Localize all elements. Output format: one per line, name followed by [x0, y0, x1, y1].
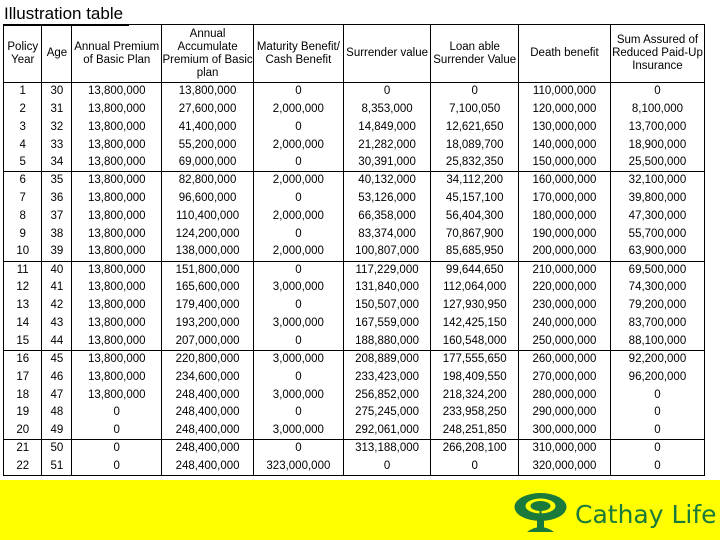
table-cell: 20 — [4, 422, 42, 440]
table-cell: 96,200,000 — [610, 368, 704, 386]
table-cell: 193,200,000 — [162, 315, 254, 333]
table-cell: 2,000,000 — [254, 100, 344, 118]
table-cell: 208,889,000 — [343, 350, 431, 368]
table-cell: 55,700,000 — [610, 225, 704, 243]
table-cell: 10 — [4, 243, 42, 261]
table-row — [4, 118, 705, 136]
table-cell: 46 — [42, 368, 72, 386]
table-row — [4, 136, 705, 154]
table-cell: 3,000,000 — [254, 315, 344, 333]
table-row — [4, 297, 705, 315]
table-cell: 36 — [42, 190, 72, 208]
table-cell: 13,800,000 — [72, 154, 162, 172]
table-cell: 0 — [72, 404, 162, 422]
table-cell: 0 — [610, 440, 704, 458]
table-cell: 39,800,000 — [610, 190, 704, 208]
table-cell: 250,000,000 — [519, 333, 611, 351]
table-cell: 248,400,000 — [162, 440, 254, 458]
table-row — [4, 190, 705, 208]
table-cell: 43 — [42, 315, 72, 333]
table-cell: 21,282,000 — [343, 136, 431, 154]
table-cell: 150,000,000 — [519, 154, 611, 172]
table-cell: 130,000,000 — [519, 118, 611, 136]
table-cell: 270,000,000 — [519, 368, 611, 386]
table-cell: 0 — [610, 422, 704, 440]
table-cell: 3,000,000 — [254, 279, 344, 297]
table-cell: 160,548,000 — [431, 333, 519, 351]
table-cell: 37 — [42, 208, 72, 226]
table-cell: 38 — [42, 225, 72, 243]
table-cell: 47 — [42, 386, 72, 404]
table-cell: 42 — [42, 297, 72, 315]
table-cell: 2,000,000 — [254, 136, 344, 154]
table-cell: 45,157,100 — [431, 190, 519, 208]
table-cell: 2,000,000 — [254, 208, 344, 226]
table-cell: 170,000,000 — [519, 190, 611, 208]
table-cell: 3 — [4, 118, 42, 136]
table-cell: 280,000,000 — [519, 386, 611, 404]
column-header: Death benefit — [519, 25, 611, 83]
table-cell: 16 — [4, 350, 42, 368]
table-cell: 117,229,000 — [343, 261, 431, 279]
table-cell: 51 — [42, 458, 72, 476]
table-row — [4, 225, 705, 243]
table-cell: 179,400,000 — [162, 297, 254, 315]
table-cell: 1 — [4, 83, 42, 101]
table-cell: 44 — [42, 333, 72, 351]
table-cell: 25,500,000 — [610, 154, 704, 172]
table-cell: 13,800,000 — [72, 315, 162, 333]
table-cell: 22 — [4, 458, 42, 476]
table-cell: 248,400,000 — [162, 386, 254, 404]
table-cell: 190,000,000 — [519, 225, 611, 243]
table-cell: 13 — [4, 297, 42, 315]
table-cell: 13,800,000 — [72, 100, 162, 118]
table-cell: 48 — [42, 404, 72, 422]
table-cell: 240,000,000 — [519, 315, 611, 333]
table-cell: 33 — [42, 136, 72, 154]
table-cell: 14 — [4, 315, 42, 333]
table-cell: 220,000,000 — [519, 279, 611, 297]
tree-icon — [513, 492, 568, 534]
table-cell: 83,700,000 — [610, 315, 704, 333]
table-cell: 13,800,000 — [72, 190, 162, 208]
table-row — [4, 368, 705, 386]
table-cell: 0 — [343, 458, 431, 476]
table-header-row — [4, 25, 705, 83]
table-cell: 300,000,000 — [519, 422, 611, 440]
table-cell: 41,400,000 — [162, 118, 254, 136]
table-cell: 50 — [42, 440, 72, 458]
table-row — [4, 315, 705, 333]
table-cell: 138,000,000 — [162, 243, 254, 261]
table-cell: 323,000,000 — [254, 458, 344, 476]
table-cell: 9 — [4, 225, 42, 243]
table-row — [4, 386, 705, 404]
brand-name: Cathay Life — [575, 500, 717, 529]
table-cell: 0 — [254, 154, 344, 172]
table-cell: 112,064,000 — [431, 279, 519, 297]
table-cell: 188,880,000 — [343, 333, 431, 351]
page-title: Illustration table — [4, 4, 129, 26]
table-cell: 13,800,000 — [72, 83, 162, 101]
table-cell: 13,800,000 — [72, 368, 162, 386]
table-cell: 88,100,000 — [610, 333, 704, 351]
table-cell: 4 — [4, 136, 42, 154]
table-cell: 56,404,300 — [431, 208, 519, 226]
table-cell: 180,000,000 — [519, 208, 611, 226]
table-row — [4, 440, 705, 458]
table-cell: 218,324,200 — [431, 386, 519, 404]
table-cell: 0 — [72, 458, 162, 476]
table-cell: 167,559,000 — [343, 315, 431, 333]
column-header: Surrender value — [343, 25, 431, 83]
table-row — [4, 261, 705, 279]
table-cell: 0 — [254, 297, 344, 315]
table-cell: 69,500,000 — [610, 261, 704, 279]
table-cell: 165,600,000 — [162, 279, 254, 297]
column-header: Annual Accumulate Premium of Basic plan — [162, 25, 254, 83]
table-cell: 230,000,000 — [519, 297, 611, 315]
table-cell: 0 — [72, 422, 162, 440]
table-cell: 110,400,000 — [162, 208, 254, 226]
table-cell: 100,807,000 — [343, 243, 431, 261]
table-cell: 13,800,000 — [72, 225, 162, 243]
table-row — [4, 458, 705, 476]
table-cell: 110,000,000 — [519, 83, 611, 101]
table-cell: 0 — [610, 404, 704, 422]
table-cell: 256,852,000 — [343, 386, 431, 404]
table-cell: 0 — [610, 458, 704, 476]
table-cell: 13,800,000 — [72, 261, 162, 279]
table-cell: 92,200,000 — [610, 350, 704, 368]
table-cell: 0 — [254, 261, 344, 279]
table-row — [4, 404, 705, 422]
table-cell: 2 — [4, 100, 42, 118]
table-cell: 15 — [4, 333, 42, 351]
table-cell: 12 — [4, 279, 42, 297]
table-cell: 32 — [42, 118, 72, 136]
table-cell: 8,353,000 — [343, 100, 431, 118]
table-cell: 40 — [42, 261, 72, 279]
table-cell: 151,800,000 — [162, 261, 254, 279]
table-row — [4, 422, 705, 440]
table-cell: 210,000,000 — [519, 261, 611, 279]
table-cell: 27,600,000 — [162, 100, 254, 118]
table-cell: 34 — [42, 154, 72, 172]
table-row — [4, 154, 705, 172]
table-row — [4, 243, 705, 261]
table-cell: 3,000,000 — [254, 350, 344, 368]
table-cell: 0 — [254, 83, 344, 101]
table-cell: 3,000,000 — [254, 386, 344, 404]
table-cell: 13,800,000 — [72, 386, 162, 404]
table-cell: 127,930,950 — [431, 297, 519, 315]
table-cell: 0 — [254, 118, 344, 136]
table-cell: 266,208,100 — [431, 440, 519, 458]
table-body — [4, 83, 705, 476]
table-cell: 260,000,000 — [519, 350, 611, 368]
table-cell: 0 — [431, 458, 519, 476]
table-cell: 13,800,000 — [72, 118, 162, 136]
table-cell: 40,132,000 — [343, 172, 431, 190]
column-header: Annual Premium of Basic Plan — [72, 25, 162, 83]
table-cell: 0 — [610, 83, 704, 101]
table-cell: 18,900,000 — [610, 136, 704, 154]
table-cell: 160,000,000 — [519, 172, 611, 190]
table-cell: 18 — [4, 386, 42, 404]
table-cell: 30 — [42, 83, 72, 101]
table-cell: 220,800,000 — [162, 350, 254, 368]
table-cell: 63,900,000 — [610, 243, 704, 261]
table-row — [4, 208, 705, 226]
table-cell: 13,800,000 — [72, 208, 162, 226]
table-cell: 198,409,550 — [431, 368, 519, 386]
table-cell: 31 — [42, 100, 72, 118]
table-cell: 7,100,050 — [431, 100, 519, 118]
table-cell: 13,800,000 — [72, 297, 162, 315]
table-cell: 53,126,000 — [343, 190, 431, 208]
table-cell: 13,800,000 — [162, 83, 254, 101]
table-cell: 96,600,000 — [162, 190, 254, 208]
table-cell: 290,000,000 — [519, 404, 611, 422]
table-cell: 21 — [4, 440, 42, 458]
table-cell: 6 — [4, 172, 42, 190]
table-cell: 49 — [42, 422, 72, 440]
table-cell: 74,300,000 — [610, 279, 704, 297]
table-cell: 320,000,000 — [519, 458, 611, 476]
table-cell: 124,200,000 — [162, 225, 254, 243]
table-cell: 35 — [42, 172, 72, 190]
table-cell: 140,000,000 — [519, 136, 611, 154]
table-cell: 85,685,950 — [431, 243, 519, 261]
table-cell: 13,800,000 — [72, 172, 162, 190]
table-cell: 45 — [42, 350, 72, 368]
table-cell: 120,000,000 — [519, 100, 611, 118]
table-row — [4, 83, 705, 101]
table-cell: 3,000,000 — [254, 422, 344, 440]
table-cell: 79,200,000 — [610, 297, 704, 315]
table-cell: 83,374,000 — [343, 225, 431, 243]
table-cell: 0 — [254, 225, 344, 243]
table-cell: 248,400,000 — [162, 404, 254, 422]
table-cell: 13,800,000 — [72, 333, 162, 351]
table-cell: 0 — [254, 440, 344, 458]
column-header: Maturity Benefit/ Cash Benefit — [254, 25, 344, 83]
table-cell: 13,800,000 — [72, 243, 162, 261]
table-cell: 207,000,000 — [162, 333, 254, 351]
table-cell: 32,100,000 — [610, 172, 704, 190]
table-cell: 14,849,000 — [343, 118, 431, 136]
table-row — [4, 279, 705, 297]
table-cell: 177,555,650 — [431, 350, 519, 368]
table-cell: 13,800,000 — [72, 136, 162, 154]
table-cell: 233,958,250 — [431, 404, 519, 422]
table-cell: 19 — [4, 404, 42, 422]
table-cell: 0 — [254, 368, 344, 386]
table-cell: 66,358,000 — [343, 208, 431, 226]
table-cell: 41 — [42, 279, 72, 297]
table-cell: 0 — [254, 190, 344, 208]
table-cell: 12,621,650 — [431, 118, 519, 136]
table-row — [4, 333, 705, 351]
table-cell: 0 — [610, 386, 704, 404]
table-cell: 8,100,000 — [610, 100, 704, 118]
table-cell: 13,800,000 — [72, 279, 162, 297]
table-cell: 55,200,000 — [162, 136, 254, 154]
table-cell: 18,089,700 — [431, 136, 519, 154]
table-cell: 2,000,000 — [254, 172, 344, 190]
table-cell: 17 — [4, 368, 42, 386]
table-cell: 0 — [254, 404, 344, 422]
table-cell: 82,800,000 — [162, 172, 254, 190]
table-cell: 200,000,000 — [519, 243, 611, 261]
table-cell: 275,245,000 — [343, 404, 431, 422]
table-cell: 234,600,000 — [162, 368, 254, 386]
column-header: Loan able Surrender Value — [431, 25, 519, 83]
table-cell: 34,112,200 — [431, 172, 519, 190]
table-cell: 47,300,000 — [610, 208, 704, 226]
table-cell: 233,423,000 — [343, 368, 431, 386]
table-cell: 0 — [72, 440, 162, 458]
table-cell: 150,507,000 — [343, 297, 431, 315]
table-cell: 13,700,000 — [610, 118, 704, 136]
table-cell: 310,000,000 — [519, 440, 611, 458]
table-cell: 248,400,000 — [162, 422, 254, 440]
table-cell: 0 — [431, 83, 519, 101]
table-cell: 39 — [42, 243, 72, 261]
table-cell: 0 — [343, 83, 431, 101]
column-header: Sum Assured of Reduced Paid-Up Insurance — [610, 25, 704, 83]
table-cell: 11 — [4, 261, 42, 279]
table-cell: 0 — [254, 333, 344, 351]
table-cell: 8 — [4, 208, 42, 226]
column-header: Policy Year — [4, 25, 42, 83]
table-cell: 70,867,900 — [431, 225, 519, 243]
table-cell: 69,000,000 — [162, 154, 254, 172]
table-cell: 13,800,000 — [72, 350, 162, 368]
table-cell: 7 — [4, 190, 42, 208]
table-cell: 313,188,000 — [343, 440, 431, 458]
table-cell: 248,400,000 — [162, 458, 254, 476]
table-row — [4, 172, 705, 190]
table-row — [4, 100, 705, 118]
table-cell: 292,061,000 — [343, 422, 431, 440]
illustration-table — [3, 24, 705, 476]
table-cell: 99,644,650 — [431, 261, 519, 279]
table-cell: 25,832,350 — [431, 154, 519, 172]
table-cell: 131,840,000 — [343, 279, 431, 297]
table-cell: 142,425,150 — [431, 315, 519, 333]
table-cell: 30,391,000 — [343, 154, 431, 172]
table-cell: 2,000,000 — [254, 243, 344, 261]
table-cell: 248,251,850 — [431, 422, 519, 440]
column-header: Age — [42, 25, 72, 83]
table-row — [4, 350, 705, 368]
table-cell: 5 — [4, 154, 42, 172]
